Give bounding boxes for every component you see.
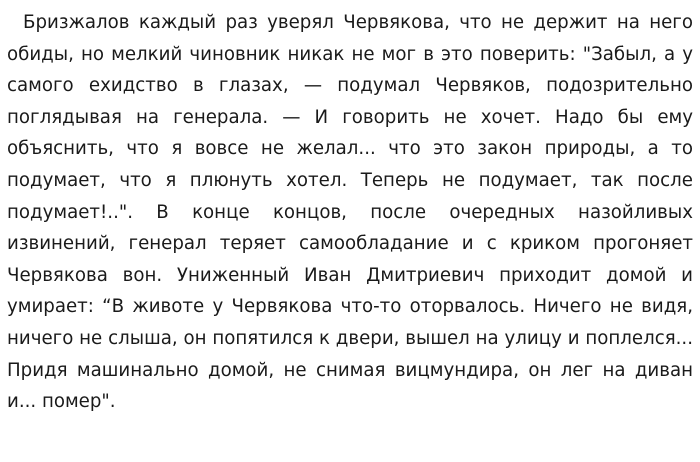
story-paragraph: Бризжалов каждый раз уверял Червякова, что не держит на него обиды, но мелкий чиновник никак не мог в это поверить: "Забыл, а у самого ехидство в глазах, — подумал Червяков, подозрительно поглядывая на генерала. — И говорить не хочет. Надо бы ему объяснить, что я вовсе не желал... что это закон природы, а то подумает, что я плюнуть хотел. Теперь не подумает, так после подумает!..". В конце концов, после очередных назойливых извинений, генерал теряет самообладание и с криком прогоняет Червякова вон. Униженный Иван Дмитриевич приходит домой и умирает: “В животе у Червякова что-то оторвалось. Ничего не видя, ничего не слыша, он попятился к двери, вышел на улицу и поплелся... Придя машинально домой, не снимая вицмундира, он лег на диван и... помер". <box>7 12 693 413</box>
document-body <box>7 7 693 418</box>
